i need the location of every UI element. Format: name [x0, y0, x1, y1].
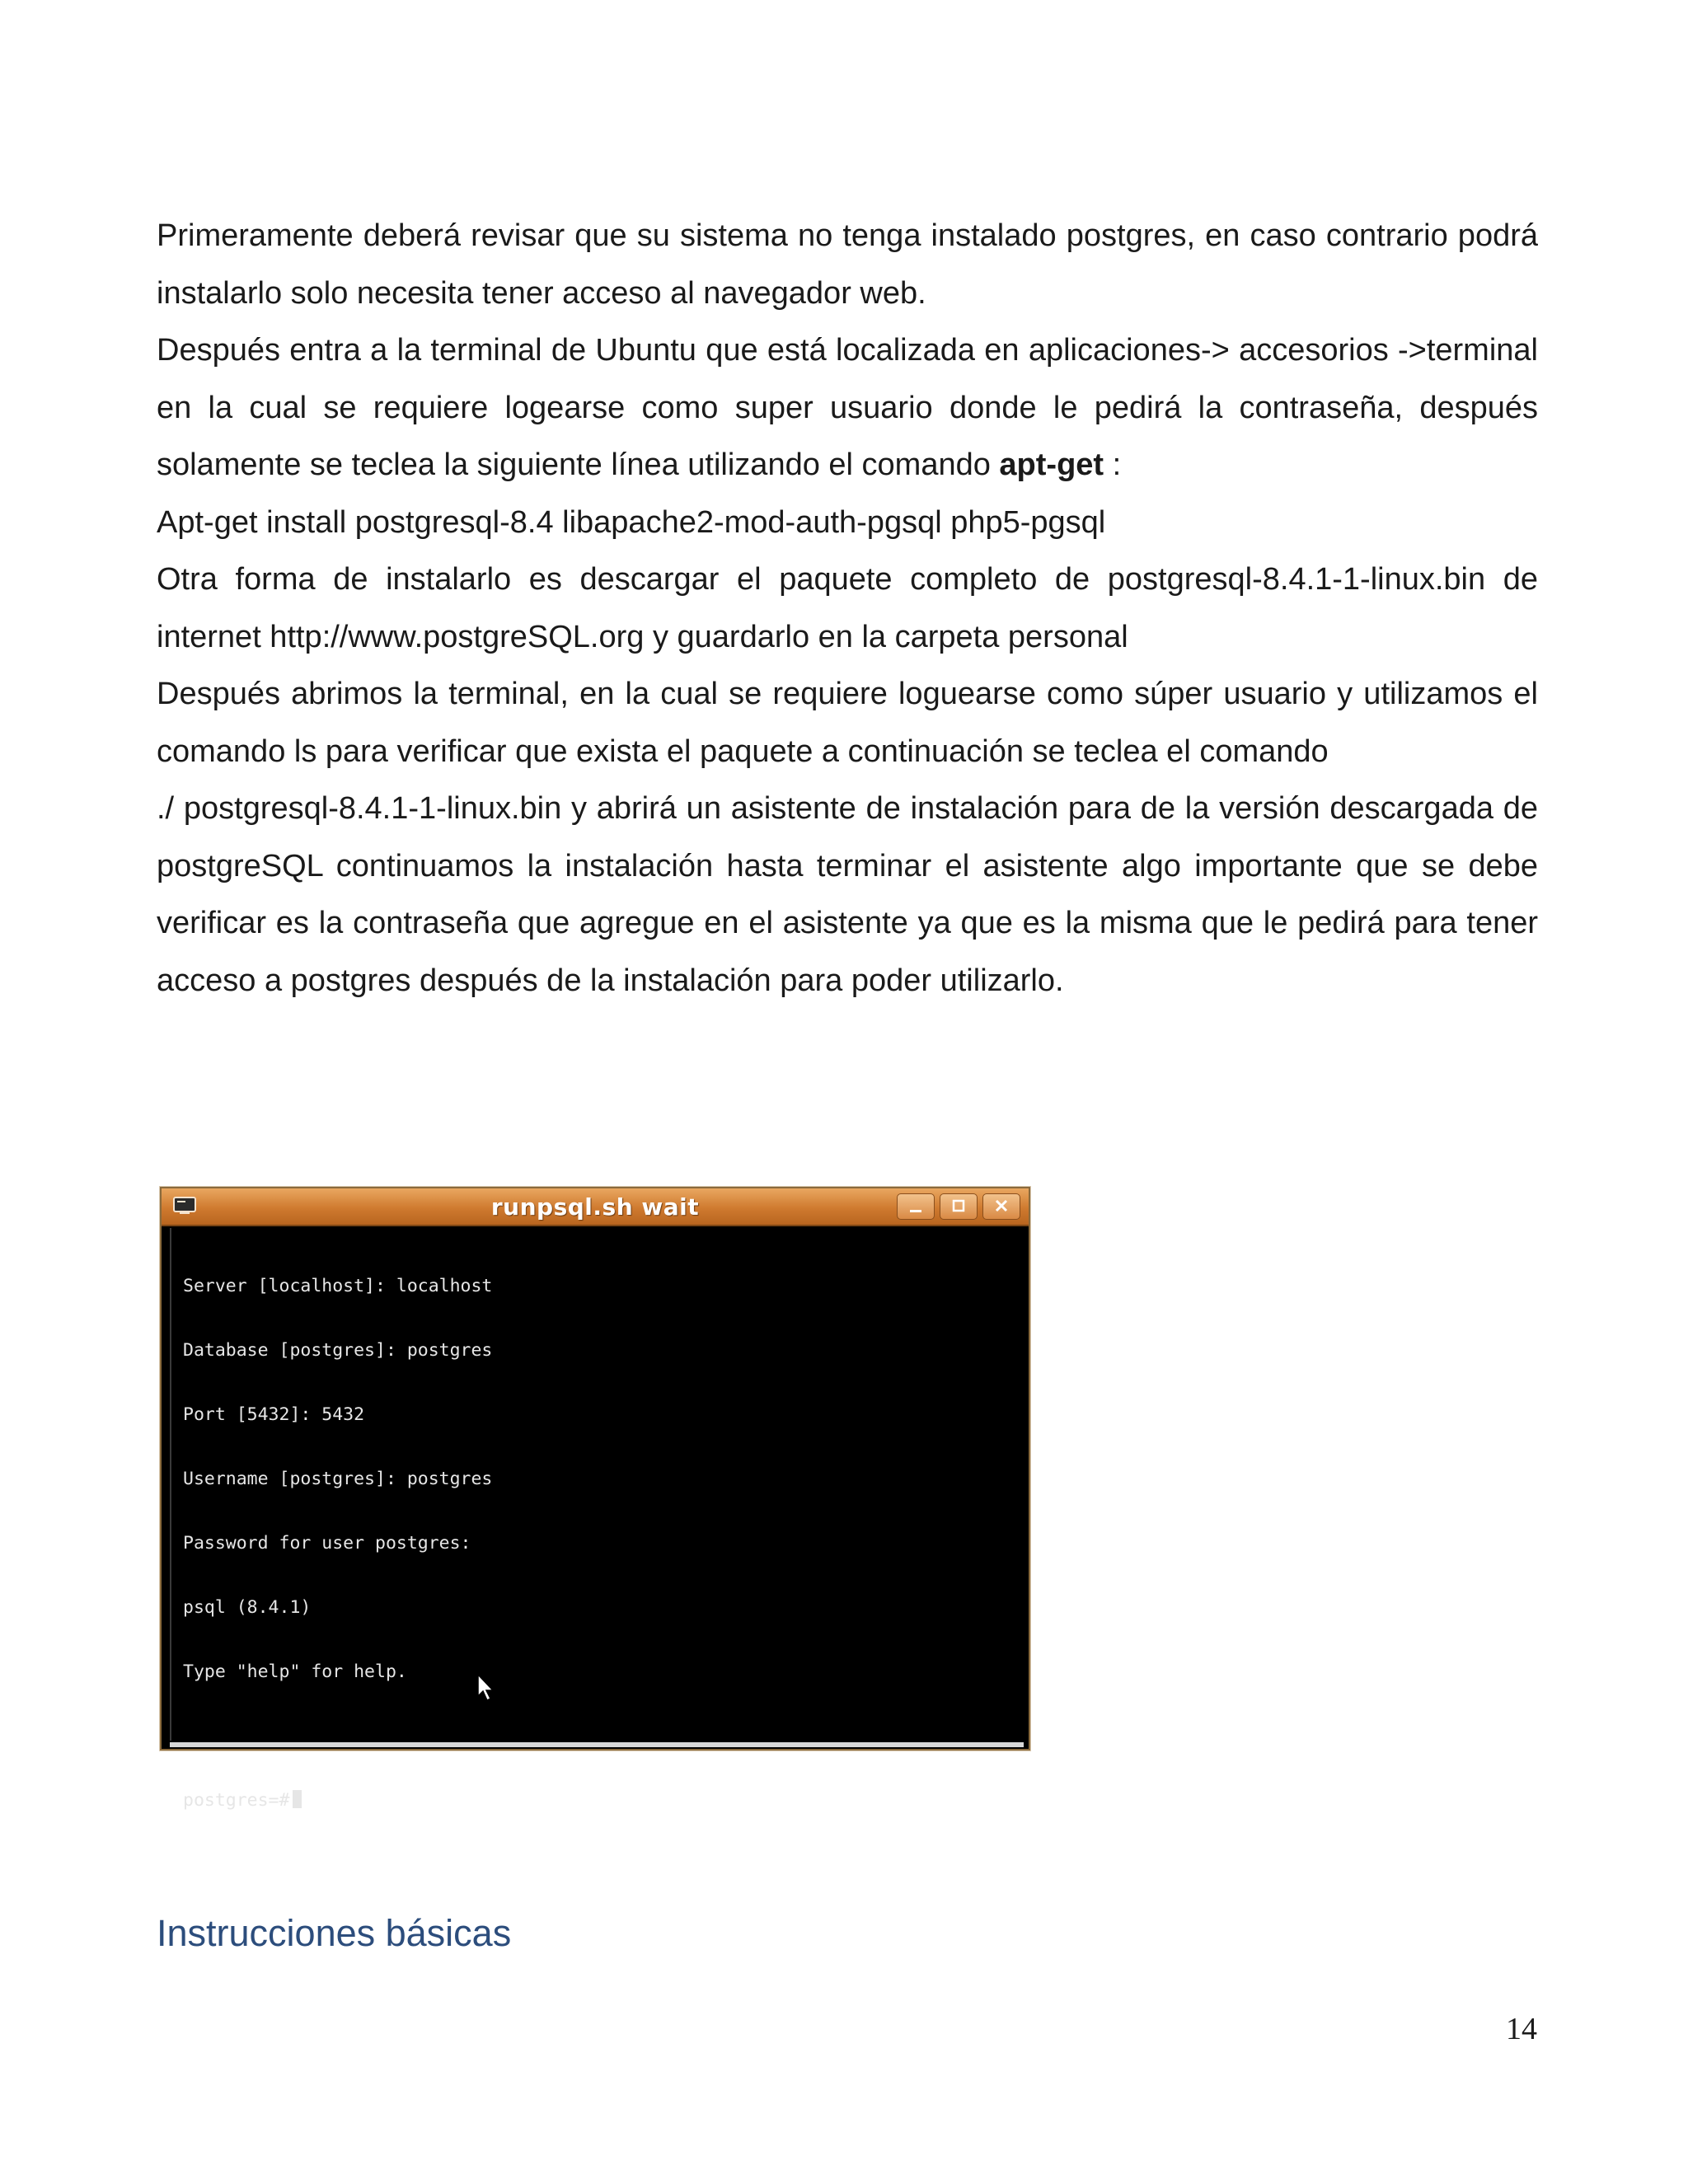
terminal-line: Server [localhost]: localhost — [183, 1276, 493, 1296]
terminal-bottom-border — [170, 1742, 1024, 1747]
terminal-line: Database [postgres]: postgres — [183, 1340, 493, 1361]
page-number: 14 — [1506, 2012, 1537, 2046]
minimize-icon — [907, 1198, 925, 1215]
terminal-line: Password for user postgres: — [183, 1533, 471, 1554]
section-heading: Instrucciones básicas — [157, 1912, 512, 1954]
paragraph-download: Otra forma de instalarlo es descargar el paquete completo de postgresql-8.4.1-1-linux.bin de internet http://www.postgreSQL.org y guardarlo en la carpeta personal — [157, 562, 1538, 654]
terminal-titlebar — [162, 1188, 1029, 1226]
terminal-output-area[interactable] — [170, 1228, 1024, 1811]
terminal-line: Username [postgres]: postgres — [183, 1469, 493, 1489]
paragraph-intro: Primeramente deberá revisar que su sistema no tenga instalado postgres, en caso contrario podrá instalarlo solo necesita tener acceso al navegador web. — [157, 218, 1538, 311]
terminal-screenshot — [160, 1187, 1030, 1811]
paragraph-installer: ./ postgresql-8.4.1-1-linux.bin y abrirá un asistente de instalación para de la versión descargada de postgreSQL continuamos la instalación hasta terminar el asistente algo importante que se debe verificar es la contraseña que agregue en el asistente ya que es la misma que le pedirá para tener acceso a postgres después de la instalación para poder utilizarlo. — [157, 791, 1538, 998]
mouse-pointer-icon — [476, 1673, 496, 1707]
body-text — [157, 208, 1538, 1010]
terminal-title: runpsql.sh wait — [490, 1193, 700, 1221]
close-button[interactable] — [982, 1193, 1020, 1220]
paragraph-open-terminal: Después abrimos la terminal, en la cual se requiere loguearse como súper usuario y utilizamos el comando ls para verificar que exista el paquete a continuación se teclea el comando — [157, 677, 1538, 769]
close-icon — [992, 1198, 1010, 1215]
terminal-lines — [183, 1233, 492, 1854]
terminal-prompt-line — [183, 1790, 492, 1811]
terminal-line: Port [5432]: 5432 — [183, 1404, 365, 1425]
paragraph-terminal-text: Después entra a la terminal de Ubuntu que está localizada en aplicaciones-> accesorios ->terminal en la cual se requiere logearse como super usuario donde le pedirá la contraseña, después solamente se teclea la siguiente línea utilizando el comando — [157, 333, 1538, 482]
terminal-line: psql (8.4.1) — [183, 1597, 312, 1618]
maximize-button[interactable] — [940, 1193, 978, 1220]
paragraph-apt-command: Apt-get install postgresql-8.4 libapache2-mod-auth-pgsql php5-pgsql — [157, 504, 1106, 540]
text-cursor — [293, 1790, 302, 1808]
apt-get-command: apt-get — [999, 448, 1104, 482]
paragraph-terminal-end: : — [1104, 448, 1122, 482]
minimize-button[interactable] — [897, 1193, 935, 1220]
terminal-prompt: postgres=# — [183, 1790, 290, 1811]
maximize-icon — [950, 1198, 968, 1215]
paragraph-terminal-steps — [157, 322, 1538, 494]
terminal-line: Type "help" for help. — [183, 1661, 407, 1682]
